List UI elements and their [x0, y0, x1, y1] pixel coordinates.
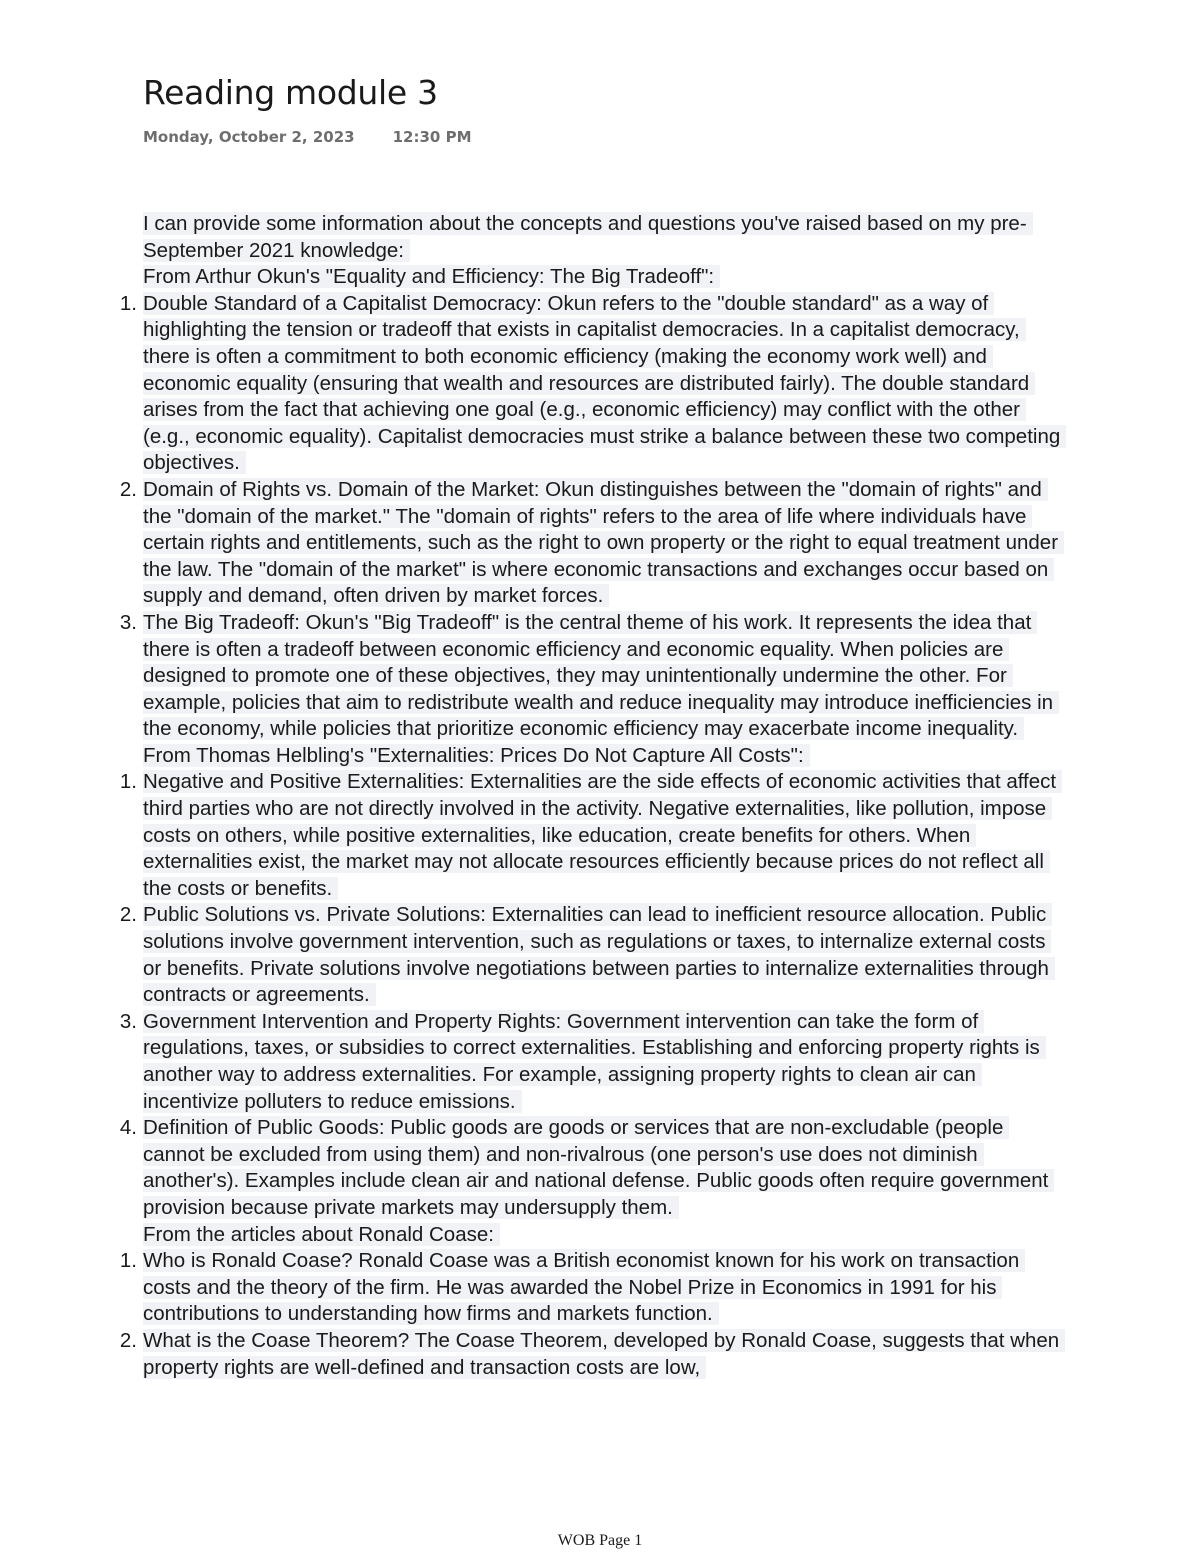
intro-paragraph	[143, 211, 1063, 264]
list-number: 4.	[119, 1116, 137, 1140]
list-item-text: Domain of Rights vs. Domain of the Market: Okun distinguishes between the "domain of rights" and the "domain of the market." The "domain of rights" refers to the area of life where individuals have certain rights and entitlements, such as the right to own property or the right to equal treatment under the law. The "domain of the market" is where economic transactions and exchanges occur based on supply and demand, often driven by market forces.	[143, 478, 1064, 607]
list-item-text: The Big Tradeoff: Okun's "Big Tradeoff" is the central theme of his work. It represents the idea that there is often a tradeoff between economic efficiency and economic equality. When policies are designed to promote one of these objectives, they may unintentionally undermine the other. For example, policies that aim to redistribute wealth and reduce inequality may introduce inefficiencies in the economy, while policies that prioritize economic efficiency may exacerbate income inequality.	[143, 611, 1059, 740]
list-item	[119, 902, 1063, 1008]
list-item	[119, 610, 1063, 743]
list-number: 2.	[119, 903, 137, 927]
list-item	[119, 477, 1063, 610]
section-heading-coase	[143, 1222, 1063, 1249]
section-heading-text: From the articles about Ronald Coase:	[143, 1223, 500, 1246]
intro-text: I can provide some information about the concepts and questions you've raised based on my pre-September 2021 knowledge:	[143, 212, 1033, 262]
list-item	[119, 1248, 1063, 1328]
list-number: 3.	[119, 1009, 137, 1033]
list-number: 3.	[119, 610, 137, 634]
list-item-text: Negative and Positive Externalities: Externalities are the side effects of economic activities that affect third parties who are not directly involved in the activity. Negative externalities, like pollution, impose costs on others, while positive externalities, like education, create benefits for others. When externalities exist, the market may not allocate resources efficiently because prices do not reflect all the costs or benefits.	[143, 770, 1062, 899]
list-item	[119, 1115, 1063, 1221]
list-item	[119, 1009, 1063, 1115]
helbling-list	[119, 769, 1063, 1221]
note-date: Monday, October 2, 2023	[143, 128, 355, 146]
list-item	[119, 1328, 1063, 1381]
list-number: 2.	[119, 1328, 137, 1352]
list-item-text: Who is Ronald Coase? Ronald Coase was a British economist known for his work on transaction costs and the theory of the firm. He was awarded the Nobel Prize in Economics in 1991 for his contributions to understanding how firms and markets function.	[143, 1249, 1025, 1325]
list-number: 2.	[119, 477, 137, 501]
okun-list	[119, 291, 1063, 743]
section-heading-okun	[143, 264, 1063, 291]
list-number: 1.	[119, 1249, 137, 1273]
list-item-text: Government Intervention and Property Rights: Government intervention can take the form of regulations, taxes, or subsidies to correct externalities. Establishing and enforcing property rights is another way to address externalities. For example, assigning property rights to clean air can incentivize polluters to reduce emissions.	[143, 1010, 1046, 1113]
list-item-text: What is the Coase Theorem? The Coase Theorem, developed by Ronald Coase, suggests that when property rights are well-defined and transaction costs are low,	[143, 1329, 1065, 1379]
list-item	[119, 291, 1063, 477]
section-heading-text: From Arthur Okun's "Equality and Efficiency: The Big Tradeoff":	[143, 265, 720, 288]
list-number: 1.	[119, 291, 137, 315]
list-item-text: Double Standard of a Capitalist Democracy: Okun refers to the "double standard" as a way of highlighting the tension or tradeoff that exists in capitalist democracies. In a capitalist democracy, there is often a commitment to both economic efficiency (making the economy work well) and economic equality (ensuring that wealth and resources are distributed fairly). The double standard arises from the fact that achieving one goal (e.g., economic efficiency) may conflict with the other (e.g., economic equality). Capitalist democracies must strike a balance between these two competing objectives.	[143, 292, 1066, 475]
section-heading-text: From Thomas Helbling's "Externalities: Prices Do Not Capture All Costs":	[143, 744, 810, 767]
page-footer: WOB Page 1	[557, 1532, 643, 1549]
note-time: 12:30 PM	[392, 128, 472, 146]
list-item-text: Public Solutions vs. Private Solutions: Externalities can lead to inefficient resource allocation. Public solutions involve government intervention, such as regulations or taxes, to internalize external costs or benefits. Private solutions involve negotiations between parties to internalize externalities through contracts or agreements.	[143, 903, 1055, 1006]
coase-list	[119, 1248, 1063, 1381]
page-title: Reading module 3	[143, 73, 438, 112]
list-number: 1.	[119, 770, 137, 794]
note-metadata	[143, 128, 472, 146]
section-heading-helbling	[143, 743, 1063, 770]
list-item-text: Definition of Public Goods: Public goods are goods or services that are non-excludable (people cannot be excluded from using them) and non-rivalrous (one person's use does not diminish another's). Examples include clean air and national defense. Public goods often require government provision because private markets may undersupply them.	[143, 1116, 1054, 1219]
note-body	[119, 211, 1063, 1381]
list-item	[119, 769, 1063, 902]
